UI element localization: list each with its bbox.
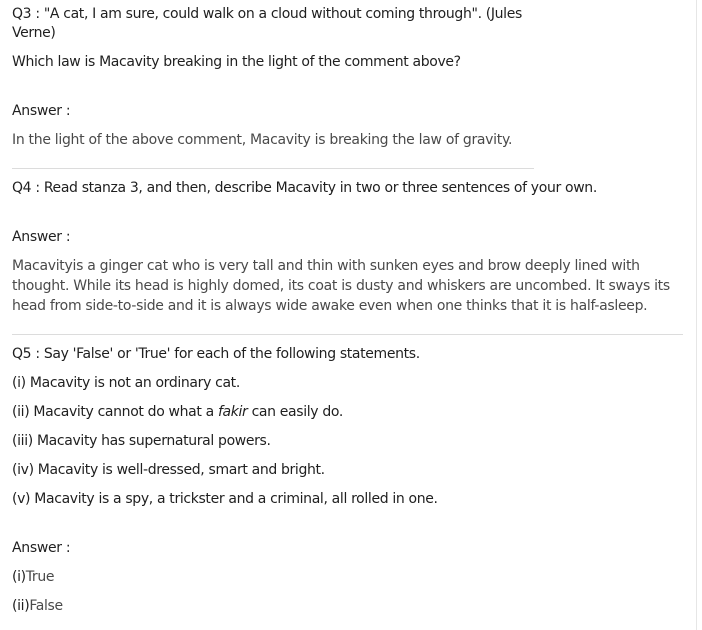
q4-answer-label: Answer : — [12, 229, 71, 245]
q5-statement-5: (v) Macavity is a spy, a trickster and a criminal, all rolled in one. — [12, 491, 438, 507]
q5-statement-3: (iii) Macavity has supernatural powers. — [12, 433, 271, 449]
q5-answer-1 — [12, 567, 54, 587]
q5-question — [12, 344, 420, 364]
q4-label: Q4 : — [12, 180, 40, 196]
q5-text: Say 'False' or 'True' for each of the following statements. — [43, 346, 420, 362]
q5-answer-2-value: False — [29, 598, 63, 614]
q5-statement-2 — [12, 402, 343, 422]
q5-label: Q5 : — [12, 346, 40, 362]
q5-answer-label: Answer : — [12, 540, 71, 556]
divider-q3 — [12, 168, 534, 169]
q4-answer-line2: thought. While its head is highly domed, its coat is dusty and whiskers are uncombed. It sways its — [12, 278, 670, 294]
q4-question — [12, 178, 597, 198]
q5-statement-2-fakir: fakir — [217, 404, 248, 420]
q3-answer-label: Answer : — [12, 103, 71, 119]
q5-statement-2-pre: (ii) Macavity cannot do what a — [12, 404, 218, 420]
q4-text: Read stanza 3, and then, describe Macavity in two or three sentences of your own. — [43, 180, 597, 196]
q3-question: Which law is Macavity breaking in the light of the comment above? — [12, 54, 461, 70]
q5-answer-1-value: True — [25, 569, 55, 585]
q5-statement-4: (iv) Macavity is well-dressed, smart and bright. — [12, 462, 325, 478]
q3-label: Q3 : — [12, 6, 40, 22]
q5-answer-2-label: (ii) — [12, 598, 30, 614]
q4-answer-line3: head from side-to-side and it is always wide awake even when one thinks that it is half-asleep. — [12, 298, 648, 314]
divider-q4 — [12, 334, 683, 335]
q3-question-line1 — [12, 4, 522, 24]
q3-answer: In the light of the above comment, Macavity is breaking the law of gravity. — [12, 132, 513, 148]
q5-answer-1-label: (i) — [12, 569, 26, 585]
q3-question-line2: Verne) — [12, 25, 56, 41]
q5-statement-2-post: can easily do. — [247, 404, 343, 420]
q5-answer-2 — [12, 596, 63, 616]
q5-statement-1: (i) Macavity is not an ordinary cat. — [12, 375, 240, 391]
q3-quote: "A cat, I am sure, could walk on a cloud without coming through". (Jules — [43, 6, 522, 22]
q4-answer-line1: Macavityis a ginger cat who is very tall and thin with sunken eyes and brow deeply lined with — [12, 258, 640, 274]
